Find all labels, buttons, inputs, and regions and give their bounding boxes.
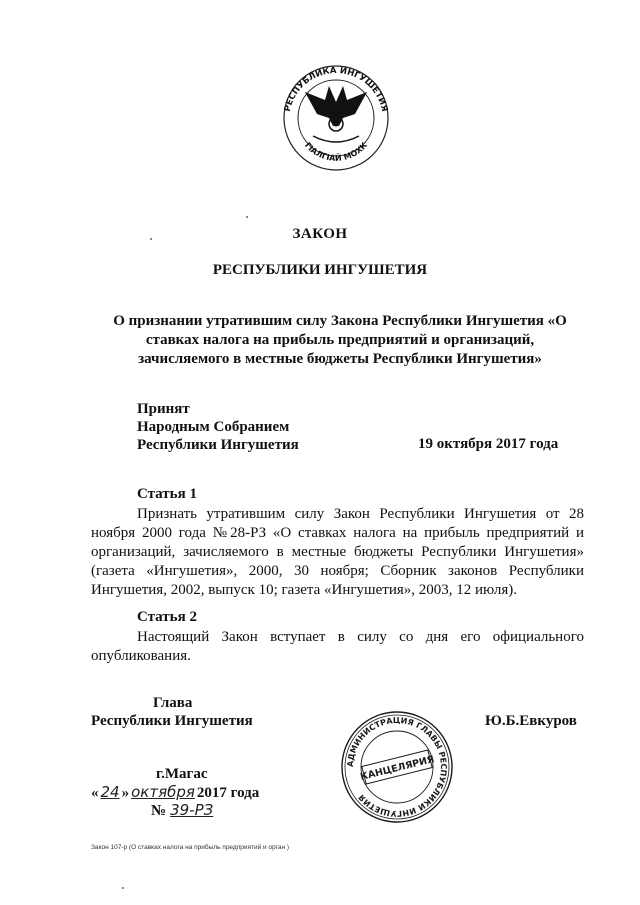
handwritten-month: октября	[131, 783, 195, 801]
adoption-line-3: Республики Ингушетия	[137, 437, 299, 453]
signatory-name: Ю.Б.Евкуров	[485, 713, 577, 729]
handwritten-day: 24	[100, 783, 120, 801]
emblem-seal	[277, 62, 395, 172]
place-city: г.Магас	[156, 766, 208, 782]
article-1-heading: Статья 1	[137, 486, 197, 502]
article-2-text: Настоящий Закон вступает в силу со дня его официального опубликования.	[91, 629, 584, 664]
document-title: ЗАКОН	[292, 226, 348, 242]
svg-text:ГІАЛГІАЙ МОХК: ГІАЛГІАЙ МОХК	[302, 140, 370, 163]
handwritten-number: 39-РЗ	[170, 801, 214, 819]
article-1-text: Признать утратившим силу Закон Республики Ингушетия от 28 ноября 2000 года №28-РЗ «О ставках налога на прибыль предприятий и организаций, зачисляемого в местные бюджеты Республики Ингушетия» (газета «Ингушетия», 2000, 30 ноября; Сборник законов Республики Ингушетия, 2002, выпуск 10; газета «Ингушетия», 2003, 12 июля).	[91, 506, 584, 598]
quote-close: »	[121, 785, 130, 801]
law-number	[151, 801, 213, 820]
adoption-line-1: Принят	[137, 401, 190, 417]
office-stamp	[340, 710, 454, 824]
article-2-heading: Статья 2	[137, 609, 197, 625]
footer-note: Закон 107-р (О ставках налога на прибыль предприятий и орган )	[91, 844, 290, 851]
signatory-title: Республики Ингушетия	[91, 713, 253, 729]
scan-speck	[122, 887, 124, 889]
law-subject: О признании утратившим силу Закона Республики Ингушетия «О ставках налога на прибыль предприятий и организаций, зачисляемого в местные бюджеты Республики Ингушетия»	[113, 313, 567, 367]
adoption-date: 19 октября 2017 года	[418, 436, 559, 452]
number-prefix: №	[151, 803, 167, 819]
scan-speck	[246, 216, 248, 218]
svg-text:АДМИНИСТРАЦИЯ ГЛАВЫ РЕСПУБЛИКИ: АДМИНИСТРАЦИЯ ГЛАВЫ РЕСПУБЛИКИ ИНГУШЕТИЯ	[345, 715, 449, 819]
signing-date	[91, 783, 259, 802]
signing-year: 2017 года	[196, 785, 260, 801]
document-subtitle: РЕСПУБЛИКИ ИНГУШЕТИЯ	[212, 262, 428, 278]
scan-speck	[150, 238, 152, 240]
stamp-center-text: КАНЦЕЛЯРИЯ	[359, 753, 436, 783]
svg-text:РЕСПУБЛИКА ИНГУШЕТИЯ: РЕСПУБЛИКА ИНГУШЕТИЯ	[282, 65, 390, 113]
quote-open: «	[91, 785, 99, 801]
signatory-label: Глава	[153, 695, 193, 711]
adoption-line-2: Народным Собранием	[137, 419, 290, 435]
